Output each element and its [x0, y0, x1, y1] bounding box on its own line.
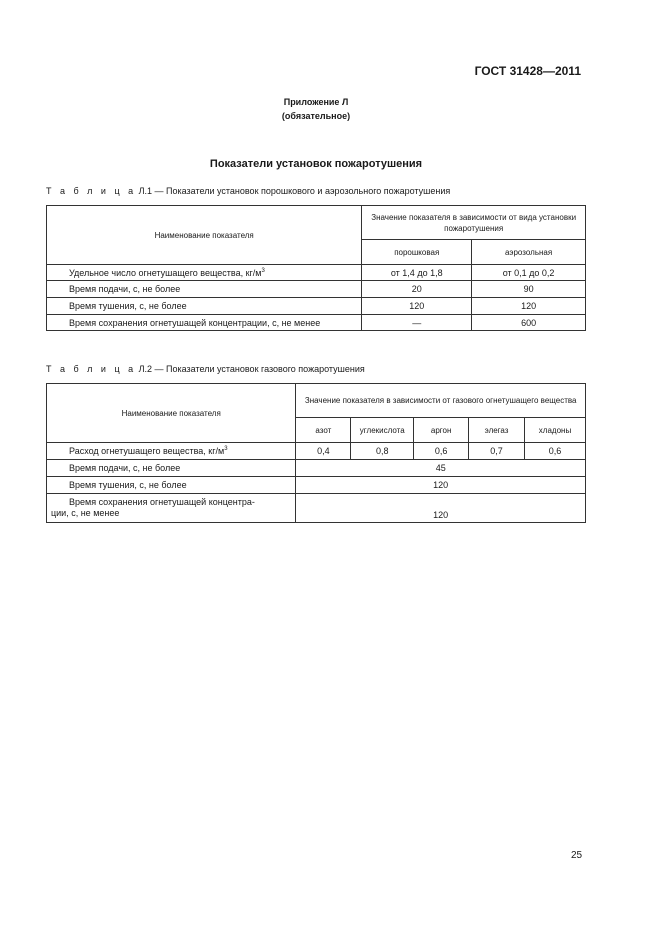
table2-col-group: Значение показателя в зависимости от газового огнетушащего вещества: [296, 384, 586, 418]
row-value: 0,4: [296, 443, 351, 460]
row-value: 120: [362, 298, 472, 315]
table2-subcol-co2: углекислота: [351, 418, 414, 443]
table2-subcol-argon: аргон: [414, 418, 469, 443]
appendix-heading: [0, 95, 632, 123]
row-name: Время сохранения огнетушащей концентра- ции, с, не менее: [47, 494, 296, 523]
row-value: 0,6: [525, 443, 586, 460]
table1-caption-prefix: Т а б л и ц а: [46, 186, 137, 196]
row-value: —: [362, 315, 472, 331]
standard-number: ГОСТ 31428—2011: [474, 64, 581, 78]
table2-caption-text: Л.2 — Показатели установок газового пожаротушения: [136, 364, 365, 374]
row-name: Время тушения, с, не более: [47, 477, 296, 494]
row-name: Расход огнетушащего вещества, $кг/м^3$: [47, 443, 296, 460]
table-row: [47, 298, 586, 315]
table2-caption: [46, 364, 365, 374]
table2-subcol-freons: хладоны: [525, 418, 586, 443]
table2-subcol-nitrogen: азот: [296, 418, 351, 443]
row-name: Время подачи, с, не более: [47, 281, 362, 298]
row-value: от 1,4 до 1,8: [362, 265, 472, 281]
page-number: 25: [571, 850, 583, 861]
row-value: 0,6: [414, 443, 469, 460]
row-name: Время подачи, с, не более: [47, 460, 296, 477]
row-value-merged: 120: [296, 477, 586, 494]
row-value: 90: [472, 281, 586, 298]
row-value-merged: 120: [296, 494, 586, 523]
row-value: 20: [362, 281, 472, 298]
row-name: Время тушения, с, не более: [47, 298, 362, 315]
table-row: [47, 265, 586, 281]
row-value: 0,7: [469, 443, 525, 460]
table1-caption-text: Л.1 — Показатели установок порошкового и аэрозольного пожаротушения: [136, 186, 451, 196]
table1-col-name: Наименование показателя: [47, 206, 362, 265]
row-name: Удельное число огнетушащего вещества, $кг/м^3$: [47, 265, 362, 281]
table1-subcol-powder: порошковая: [362, 240, 472, 265]
table-row: [47, 281, 586, 298]
row-value: 120: [472, 298, 586, 315]
table-row: [47, 315, 586, 331]
table1-caption: [46, 186, 450, 196]
table2: [46, 383, 586, 523]
table-row: [47, 443, 586, 460]
appendix-title: Приложение Л: [283, 97, 349, 107]
table1-col-group: Значение показателя в зависимости от вида установки пожаротушения: [362, 206, 586, 240]
table-row: [47, 460, 586, 477]
table1-subcol-aerosol: аэрозольная: [472, 240, 586, 265]
row-name: Время сохранения огнетушащей концентрации, с, не менее: [47, 315, 362, 331]
row-value: от 0,1 до 0,2: [472, 265, 586, 281]
table-row: [47, 477, 586, 494]
row-value-merged: 45: [296, 460, 586, 477]
table2-subcol-sf6: элегаз: [469, 418, 525, 443]
table1: [46, 205, 586, 331]
row-value: 600: [472, 315, 586, 331]
appendix-subtitle: (обязательное): [281, 111, 351, 121]
table-row: [47, 494, 586, 523]
row-value: 0,8: [351, 443, 414, 460]
table2-caption-prefix: Т а б л и ц а: [46, 364, 137, 374]
section-title: Показатели установок пожаротушения: [209, 158, 423, 170]
table2-col-name: Наименование показателя: [47, 384, 296, 443]
